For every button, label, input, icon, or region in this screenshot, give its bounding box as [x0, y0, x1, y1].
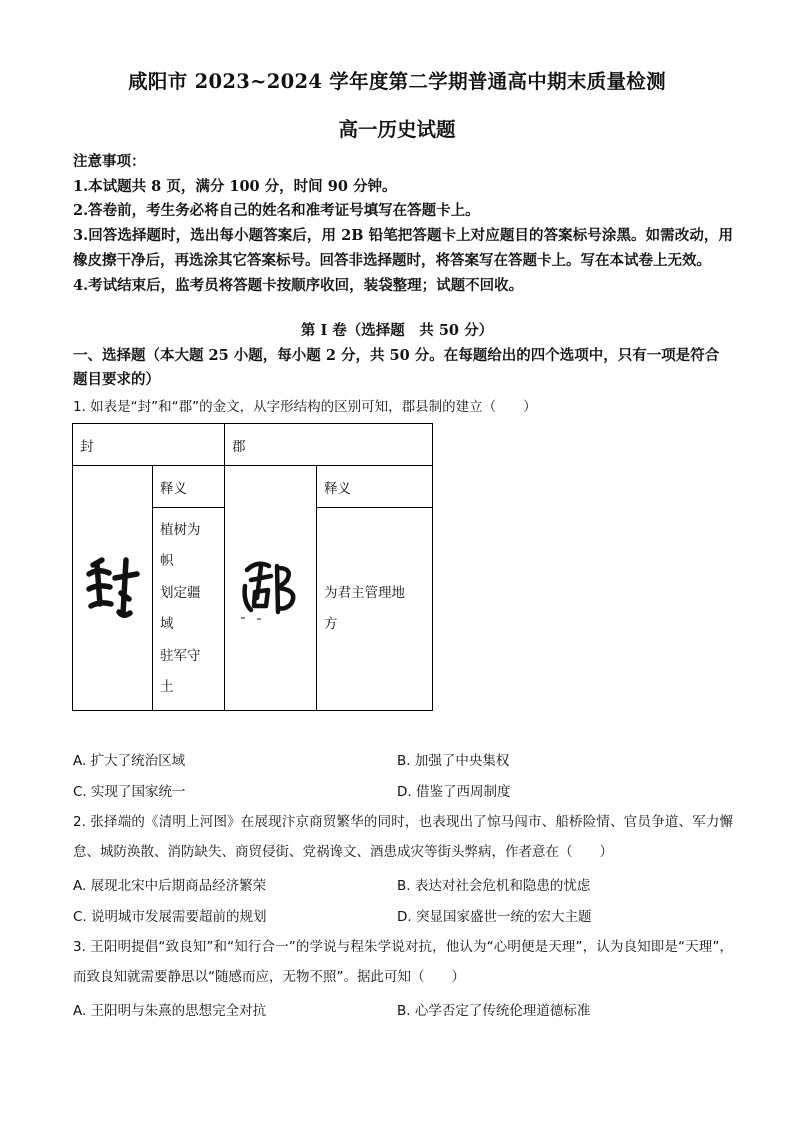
- feng-meaning-line: 帜: [160, 553, 174, 569]
- q1-option-a[interactable]: A. 扩大了统治区域: [73, 753, 186, 769]
- feng-glyph-icon: [83, 546, 143, 626]
- q2-option-c[interactable]: C. 说明城市发展需要超前的规划: [73, 909, 267, 925]
- question-1-stem: 1. 如表是“封”和“郡”的金文，从字形结构的区别可知，郡县制的建立（ ）: [73, 399, 537, 415]
- q1-option-c[interactable]: C. 实现了国家统一: [73, 784, 186, 800]
- feng-meaning: [153, 508, 225, 711]
- q3-option-b[interactable]: B. 心学否定了传统伦理道德标准: [397, 1003, 591, 1019]
- feng-bronze-glyph: [73, 466, 153, 711]
- feng-meaning-line: 划定疆: [160, 584, 201, 601]
- notes-heading: 注意事项：: [73, 153, 146, 170]
- jun-glyph-icon: [235, 546, 307, 626]
- question-3-stem: 3. 王阳明提倡“致良知”和“知行合一”的学说与程朱学说对抗，他认为“心明便是天理”，认为良知即是“天理”，而致良知就需要静思以“随感而应，无物不照”。据此可知（ ）: [73, 939, 733, 985]
- note-item: 2.答卷前，考生务必将自己的姓名和准考证号填写在答题卡上。: [73, 202, 480, 220]
- jun-bronze-glyph: [225, 466, 317, 711]
- question-2-stem: 2. 张择端的《清明上河图》在展现汴京商贸繁华的同时，也表现出了惊马闯市、船桥险情、官员争道、军力懈怠、城防涣散、消防缺失、商贸侵街、党祸谗文、酒患成灾等街头弊病，作者意在（ ）: [73, 814, 733, 860]
- jun-meaning-line: 为君主管理地: [324, 584, 405, 601]
- feng-meaning-line: 驻军守: [160, 647, 201, 664]
- exam-title: 咸阳市 2023~2024 学年度第二学期普通高中期末质量检测: [128, 70, 666, 93]
- q2-option-d[interactable]: D. 突显国家盛世一统的宏大主题: [397, 909, 592, 925]
- table-header-feng: 封: [73, 424, 225, 466]
- q2-option-b[interactable]: B. 表达对社会危机和隐患的忧虑: [397, 878, 591, 894]
- feng-meaning-line: 土: [160, 679, 174, 695]
- q2-option-a[interactable]: A. 展现北宋中后期商品经济繁荣: [73, 878, 267, 894]
- feng-meaning-label: 释义: [153, 466, 225, 508]
- section-title: 第 I 卷（选择题 共 50 分）: [300, 322, 494, 339]
- table-header-jun: 郡: [225, 424, 433, 466]
- q1-option-d[interactable]: D. 借鉴了西周制度: [397, 784, 511, 800]
- q1-option-b[interactable]: B. 加强了中央集权: [397, 753, 510, 769]
- feng-meaning-line: 植树为: [160, 521, 201, 538]
- jun-meaning-label: 释义: [317, 466, 433, 508]
- feng-meaning-line: 域: [160, 616, 174, 632]
- jun-meaning: [317, 508, 433, 711]
- note-item: 3.回答选择题时，选出每小题答案后，用 2B 铅笔把答题卡上对应题目的答案标号涂黑。如需改动，用橡皮擦干净后，再选涂其它答案标号。回答非选择题时，将答案写在答题卡上。写在本试卷上无效。: [73, 227, 733, 269]
- question-1-table: [72, 423, 433, 711]
- jun-meaning-line: 方: [324, 616, 338, 632]
- exam-notes: [73, 150, 733, 298]
- note-item: 4.考试结束后，监考员将答题卡按顺序收回，装袋整理；试题不回收。: [73, 276, 524, 294]
- section-intro: 一、选择题（本大题 25 小题，每小题 2 分，共 50 分。在每题给出的四个选项中，只有一项是符合题目要求的）: [73, 347, 720, 388]
- note-item: 1.本试题共 8 页，满分 100 分，时间 90 分钟。: [73, 177, 397, 195]
- q3-option-a[interactable]: A. 王阳明与朱熹的思想完全对抗: [73, 1003, 267, 1019]
- exam-subtitle: 高一历史试题: [338, 118, 456, 141]
